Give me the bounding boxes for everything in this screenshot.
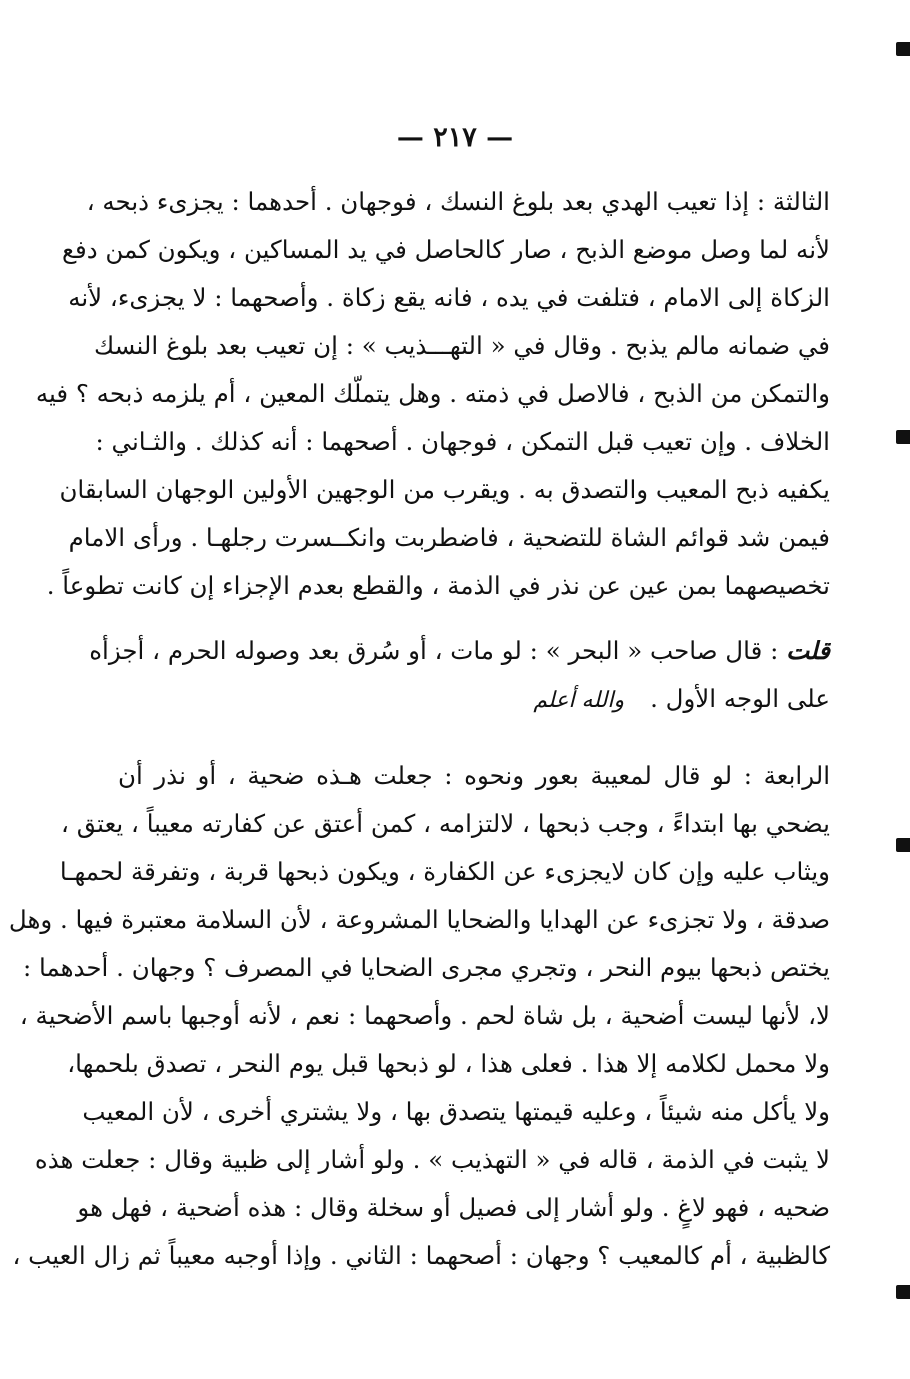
binding-mark bbox=[896, 42, 910, 56]
paragraph-fourth-case bbox=[8, 752, 830, 1280]
binding-mark bbox=[896, 430, 910, 444]
text-line: صدقة ، ولا تجزىء عن الهدايا والضحايا المشروعة ، لأن السلامة معتبرة فيها . وهل bbox=[8, 905, 830, 934]
text-line bbox=[89, 627, 830, 675]
text-line: ضحيه ، فهو لاغٍ . ولو أشار إلى فصيل أو سخلة وقال : هذه أضحية ، فهل هو bbox=[77, 1193, 830, 1222]
closing-phrase: والله أعلم bbox=[533, 688, 625, 713]
paragraph-third-case bbox=[35, 178, 830, 610]
text-line: تخصيصهما بمن عين عن نذر في الذمة ، والقطع بعدم الإجزاء إن كانت تطوعاً . bbox=[46, 571, 830, 600]
text-line: كالظبية ، أم كالمعيب ؟ وجهان : أصحهما : الثاني . وإذا أوجبه معيباً ثم زال العيب ، bbox=[12, 1241, 830, 1270]
note-lead-word: قلت bbox=[786, 636, 830, 665]
text-line: الخلاف . وإن تعيب قبل التمكن ، فوجهان . أصحهما : أنه كذلك . والثـاني : bbox=[95, 427, 830, 456]
text-line: الزكاة إلى الامام ، فتلفت في يده ، فانه يقع زكاة . وأصحهما : لا يجزىء، لأنه bbox=[68, 283, 830, 312]
binding-mark bbox=[896, 1285, 910, 1299]
binding-mark bbox=[896, 838, 910, 852]
text-line: ولا محمل لكلامه إلا هذا . فعلى هذا ، لو ذبحها قبل يوم النحر ، تصدق بلحمها، bbox=[67, 1049, 830, 1078]
text-line: الرابعة : لو قال لمعيبة بعور ونحوه : جعلت هـذه ضحية ، أو نذر أن bbox=[118, 761, 830, 790]
note-line-text: : قال صاحب « البحر » : لو مات ، أو سُرق بعد وصوله الحرم ، أجزأه bbox=[89, 636, 787, 665]
note-line-text: على الوجه الأول . bbox=[650, 684, 830, 713]
text-line: يختص ذبحها بيوم النحر ، وتجري مجرى الضحايا في المصرف ؟ وجهان . أحدهما : bbox=[22, 953, 830, 982]
text-line: لا، لأنها ليست أضحية ، بل شاة لحم . وأصحهما : نعم ، لأنه أوجبها باسم الأضحية ، bbox=[19, 1001, 830, 1030]
text-line: لا يثبت في الذمة ، قاله في « التهذيب » . ولو أشار إلى ظبية وقال : جعلت هذه bbox=[34, 1145, 830, 1174]
text-line bbox=[118, 675, 830, 723]
paragraph-editor-note bbox=[89, 627, 830, 723]
text-line: يكفيه ذبح المعيب والتصدق به . ويقرب من الوجهين الأولين الوجهان السابقان bbox=[59, 475, 830, 504]
page-number: — ٢١٧ — bbox=[396, 122, 514, 153]
text-line: الثالثة : إذا تعيب الهدي بعد بلوغ النسك ، فوجهان . أحدهما : يجزىء ذبحه ، bbox=[86, 187, 830, 216]
text-line: ويثاب عليه وإن كان لايجزىء عن الكفارة ، ويكون ذبحها قربة ، وتفرقة لحمهـا bbox=[59, 857, 830, 886]
text-line: لأنه لما وصل موضع الذبح ، صار كالحاصل في يد المساكين ، ويكون كمن دفع bbox=[61, 235, 830, 264]
text-line: فيمن شد قوائم الشاة للتضحية ، فاضطربت وانكــسرت رجلهـا . ورأى الامام bbox=[68, 523, 830, 552]
text-line: يضحي بها ابتداءً ، وجب ذبحها ، لالتزامه ، كمن أعتق عن كفارته معيباً ، يعتق ، bbox=[61, 809, 830, 838]
text-line: والتمكن من الذبح ، فالاصل في ذمته . وهل يتملّك المعين ، أم يلزمه ذبحه ؟ فيه bbox=[35, 379, 830, 408]
text-line: في ضمانه مالم يذبح . وقال في « التهـــذيب » : إن تعيب بعد بلوغ النسك bbox=[94, 331, 830, 360]
text-line: ولا يأكل منه شيئاً ، وعليه قيمتها يتصدق بها ، ولا يشتري أخرى ، لأن المعيب bbox=[82, 1097, 830, 1126]
